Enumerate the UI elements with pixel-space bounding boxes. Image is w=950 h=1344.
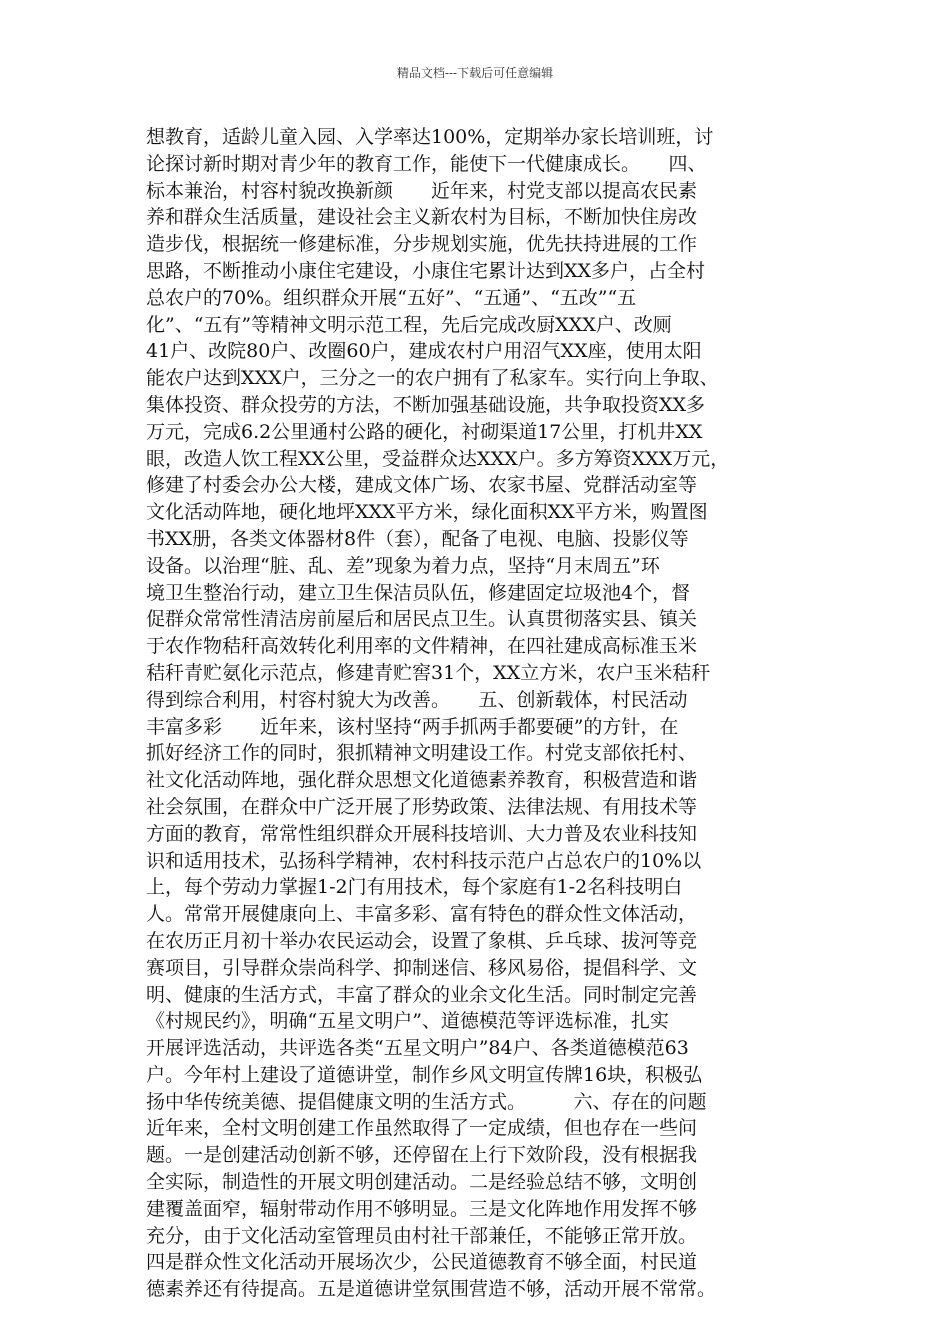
text-line: 于农作物秸秆高效转化利用率的文件精神，在四社建成高标准玉米	[146, 635, 698, 658]
text-line: 上，每个劳动力掌握1-2门有用技术，每个家庭有1-2名科技明白	[146, 876, 683, 899]
text-line: 在农历正月初十举办农民运动会，设置了象棋、乒乓球、拔河等竞	[146, 929, 698, 952]
text-line: 设备。以治理“脏、乱、差”现象为着力点，坚持“月末周五”环	[146, 554, 660, 577]
text-line: 秸秆青贮氨化示范点，修建青贮窖31个，XX立方米，农户玉米秸秆	[146, 661, 711, 684]
text-line: 方面的教育，常常性组织群众开展科技培训、大力普及农业科技知	[146, 822, 698, 845]
text-line: 能农户达到XXX户，三分之一的农户拥有了私家车。实行向上争取、	[146, 367, 719, 390]
text-line: 题。一是创建活动创新不够，还停留在上行下效阶段，没有根据我	[146, 1144, 698, 1167]
text-line: 明、健康的生活方式，丰富了群众的业余文化生活。同时制定完善	[146, 983, 698, 1006]
text-line: 抓好经济工作的同时，狠抓精神文明建设工作。村党支部依托村、	[146, 742, 698, 765]
text-line: 得到综合利用，村容村貌大为改善。 五、创新载体，村民活动	[146, 688, 688, 711]
text-line: 论探讨新时期对青少年的教育工作，能使下一代健康成长。 四、	[146, 152, 707, 175]
text-line: 全实际，制造性的开展文明创建活动。二是经验总结不够，文明创	[146, 1171, 698, 1194]
document-body	[146, 124, 810, 1303]
text-line: 境卫生整治行动，建立卫生保洁员队伍，修建固定垃圾池4个，督	[146, 581, 691, 604]
text-line: 扬中华传统美德、提倡健康文明的生活方式。 六、存在的问题	[146, 1090, 707, 1113]
text-line: 眼，改造人饮工程XX公里，受益群众达XXX户。多方筹资XXX万元，	[146, 447, 730, 470]
text-line: 德素养还有待提高。五是道德讲堂氛围营造不够，活动开展不常常。	[146, 1278, 717, 1301]
text-line: 标本兼治，村容村貌改换新颜 近年来，村党支部以提高农民素	[146, 179, 698, 202]
text-line: 思路，不断推动小康住宅建设，小康住宅累计达到XX多户，占全村	[146, 259, 706, 282]
text-line: 文化活动阵地，硬化地坪XXX平方米，绿化面积XX平方米，购置图	[146, 501, 708, 524]
text-line: 养和群众生活质量，建设社会主义新农村为目标，不断加快住房改	[146, 206, 698, 229]
page-header: 精品文档---下载后可任意编辑	[396, 66, 554, 80]
text-line: 户。今年村上建设了道德讲堂，制作乡风文明宣传牌16块，积极弘	[146, 1063, 703, 1086]
text-line: 识和适用技术，弘扬科学精神，农村科技示范户占总农户的10%以	[146, 849, 702, 872]
text-line: 修建了村委会办公大楼，建成文体广场、农家书屋、党群活动室等	[146, 474, 698, 497]
text-line: 开展评选活动，共评选各类“五星文明户”84户、各类道德模范63	[146, 1037, 689, 1060]
text-line: 四是群众性文化活动开展场次少，公民道德教育不够全面，村民道	[146, 1251, 698, 1274]
text-line: 丰富多彩 近年来，该村坚持“两手抓两手都要硬”的方针，在	[146, 715, 679, 738]
text-line: 41户、改院80户、改圈60户，建成农村户用沼气XX座，使用太阳	[146, 340, 702, 363]
text-line: 总农户的70%。组织群众开展“五好”、“五通”、“五改”“五	[146, 286, 637, 309]
text-line: 建覆盖面窄，辐射带动作用不够明显。三是文化阵地作用发挥不够	[146, 1197, 698, 1220]
text-line: 集体投资、群众投劳的方法，不断加强基础设施，共争取投资XX多	[146, 393, 706, 416]
text-line: 万元，完成6.2公里通村公路的硬化，衬砌渠道17公里，打机井XX	[146, 420, 703, 443]
text-line: 充分，由于文化活动室管理员由村社干部兼任，不能够正常开放。	[146, 1224, 698, 1247]
text-line: 《村规民约》，明确“五星文明户”、道德模范等评选标准，扎实	[146, 1010, 669, 1033]
text-line: 书XX册，各类文体器材8件（套），配备了电视、电脑、投影仪等	[146, 527, 689, 550]
text-line: 人。常常开展健康向上、丰富多彩、富有特色的群众性文体活动，	[146, 903, 698, 926]
text-line: 社文化活动阵地，强化群众思想文化道德素养教育，积极营造和谐	[146, 769, 698, 792]
text-line: 赛项目，引导群众崇尚科学、抑制迷信、移风易俗，提倡科学、文	[146, 956, 698, 979]
text-line: 想教育，适龄儿童入园、入学率达100%，定期举办家长培训班，讨	[146, 126, 714, 148]
text-line: 促群众常常性清洁房前屋后和居民点卫生。认真贯彻落实县、镇关	[146, 608, 698, 631]
text-line: 造步伐，根据统一修建标准，分步规划实施，优先扶持进展的工作	[146, 233, 698, 256]
text-line: 化”、“五有”等精神文明示范工程，先后完成改厨XXX户、改厕	[146, 313, 672, 336]
text-line: 近年来，全村文明创建工作虽然取得了一定成绩，但也存在一些问	[146, 1117, 698, 1140]
text-line: 社会氛围，在群众中广泛开展了形势政策、法律法规、有用技术等	[146, 795, 698, 818]
